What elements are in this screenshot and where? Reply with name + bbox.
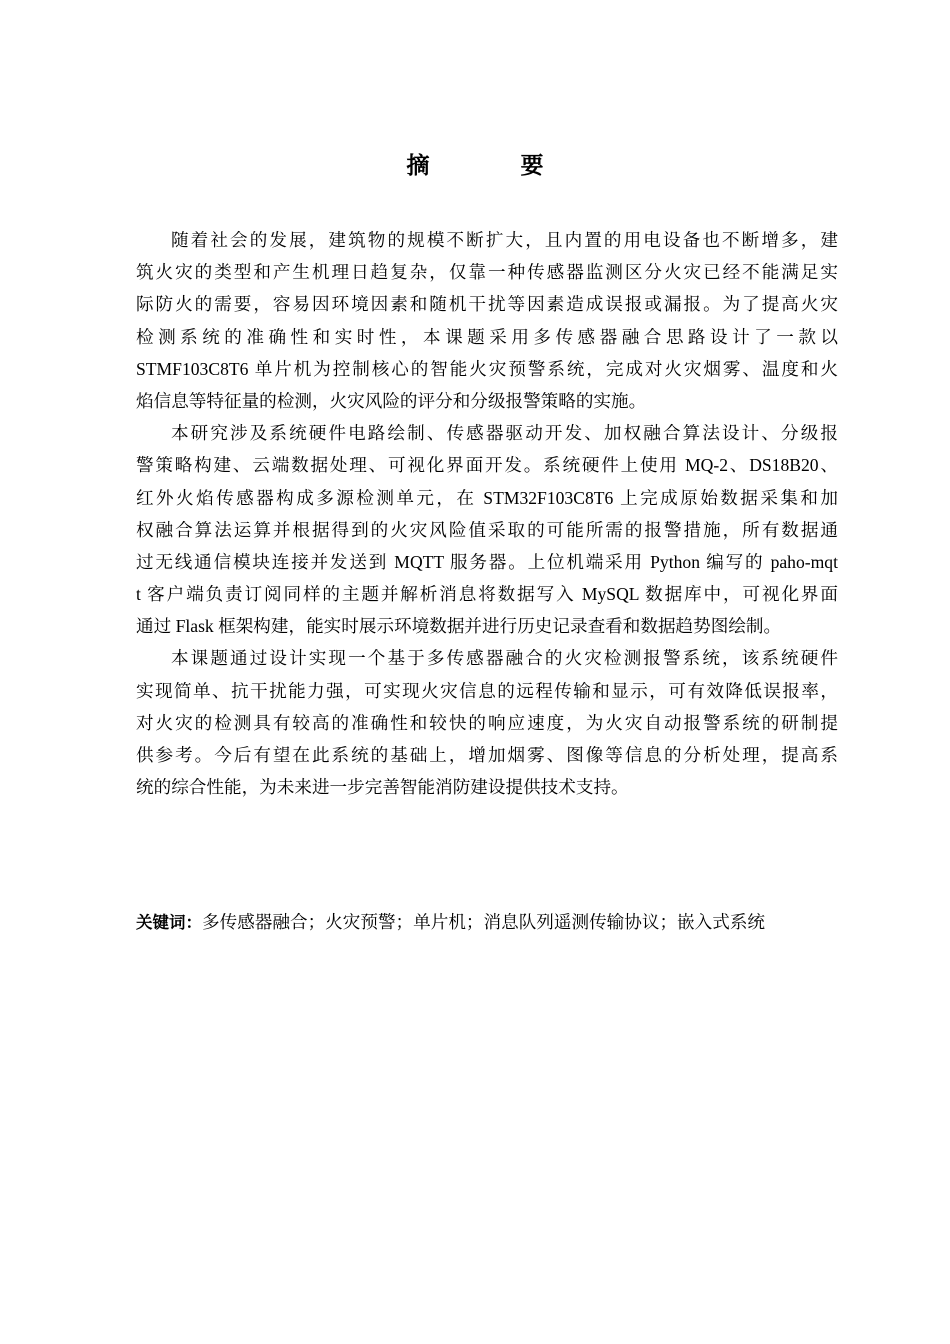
abstract-body [136,224,838,803]
paragraph-2 [136,417,838,642]
keywords-label: 关键词： [136,913,202,932]
keywords-line [136,906,838,939]
text-line: 本课题通过设计实现一个基于多传感器融合的火灾检测报警系统，该系统硬件 [171,648,838,669]
text-line: 际防火的需要，容易因环境因素和随机干扰等因素造成误报或漏报。为了提高火灾 [136,294,838,315]
text-line: 红外火焰传感器构成多源检测单元，在 STM32F103C8T6 上完成原始数据采集和加 [136,487,838,508]
text-line: STMF103C8T6 单片机为控制核心的智能火灾预警系统，完成对火灾烟雾、温度和火 [136,358,838,379]
paragraph-3 [136,642,838,803]
text-line: 焰信息等特征量的检测，火灾风险的评分和分级报警策略的实施。 [136,390,647,411]
keywords-text: 多传感器融合；火灾预警；单片机；消息队列遥测传输协议；嵌入式系统 [202,912,766,932]
text-line: 本研究涉及系统硬件电路绘制、传感器驱动开发、加权融合算法设计、分级报 [171,423,838,444]
text-line: 警策略构建、云端数据处理、可视化界面开发。系统硬件上使用 MQ-2、DS18B20、 [136,455,838,476]
paragraph-1 [136,224,838,417]
text-line: 权融合算法运算并根据得到的火灾风险值采取的可能所需的报警措施，所有数据通 [136,519,838,540]
page-title: 摘 要 [406,152,578,179]
text-line: t 客户端负责订阅同样的主题并解析消息将数据写入 MySQL 数据库中，可视化界面 [136,584,838,605]
text-line: 供参考。今后有望在此系统的基础上，增加烟雾、图像等信息的分析处理，提高系 [136,745,838,765]
text-line: 统的综合性能，为未来进一步完善智能消防建设提供技术支持。 [136,777,629,798]
text-line: 检测系统的准确性和实时性，本课题采用多传感器融合思路设计了一款以 [136,326,838,347]
text-line: 随着社会的发展，建筑物的规模不断扩大，且内置的用电设备也不断增多，建 [171,230,838,250]
text-line: 实现简单、抗干扰能力强，可实现火灾信息的远程传输和显示，可有效降低误报率， [136,680,838,701]
text-line: 过无线通信模块连接并发送到 MQTT 服务器。上位机端采用 Python 编写的 paho-mqt [136,551,838,572]
text-line: 对火灾的检测具有较高的准确性和较快的响应速度，为火灾自动报警系统的研制提 [136,712,838,733]
text-line: 筑火灾的类型和产生机理日趋复杂，仅靠一种传感器监测区分火灾已经不能满足实 [136,262,838,283]
text-line: 通过 Flask 框架构建，能实时展示环境数据并进行历史记录查看和数据趋势图绘制。 [136,616,782,637]
